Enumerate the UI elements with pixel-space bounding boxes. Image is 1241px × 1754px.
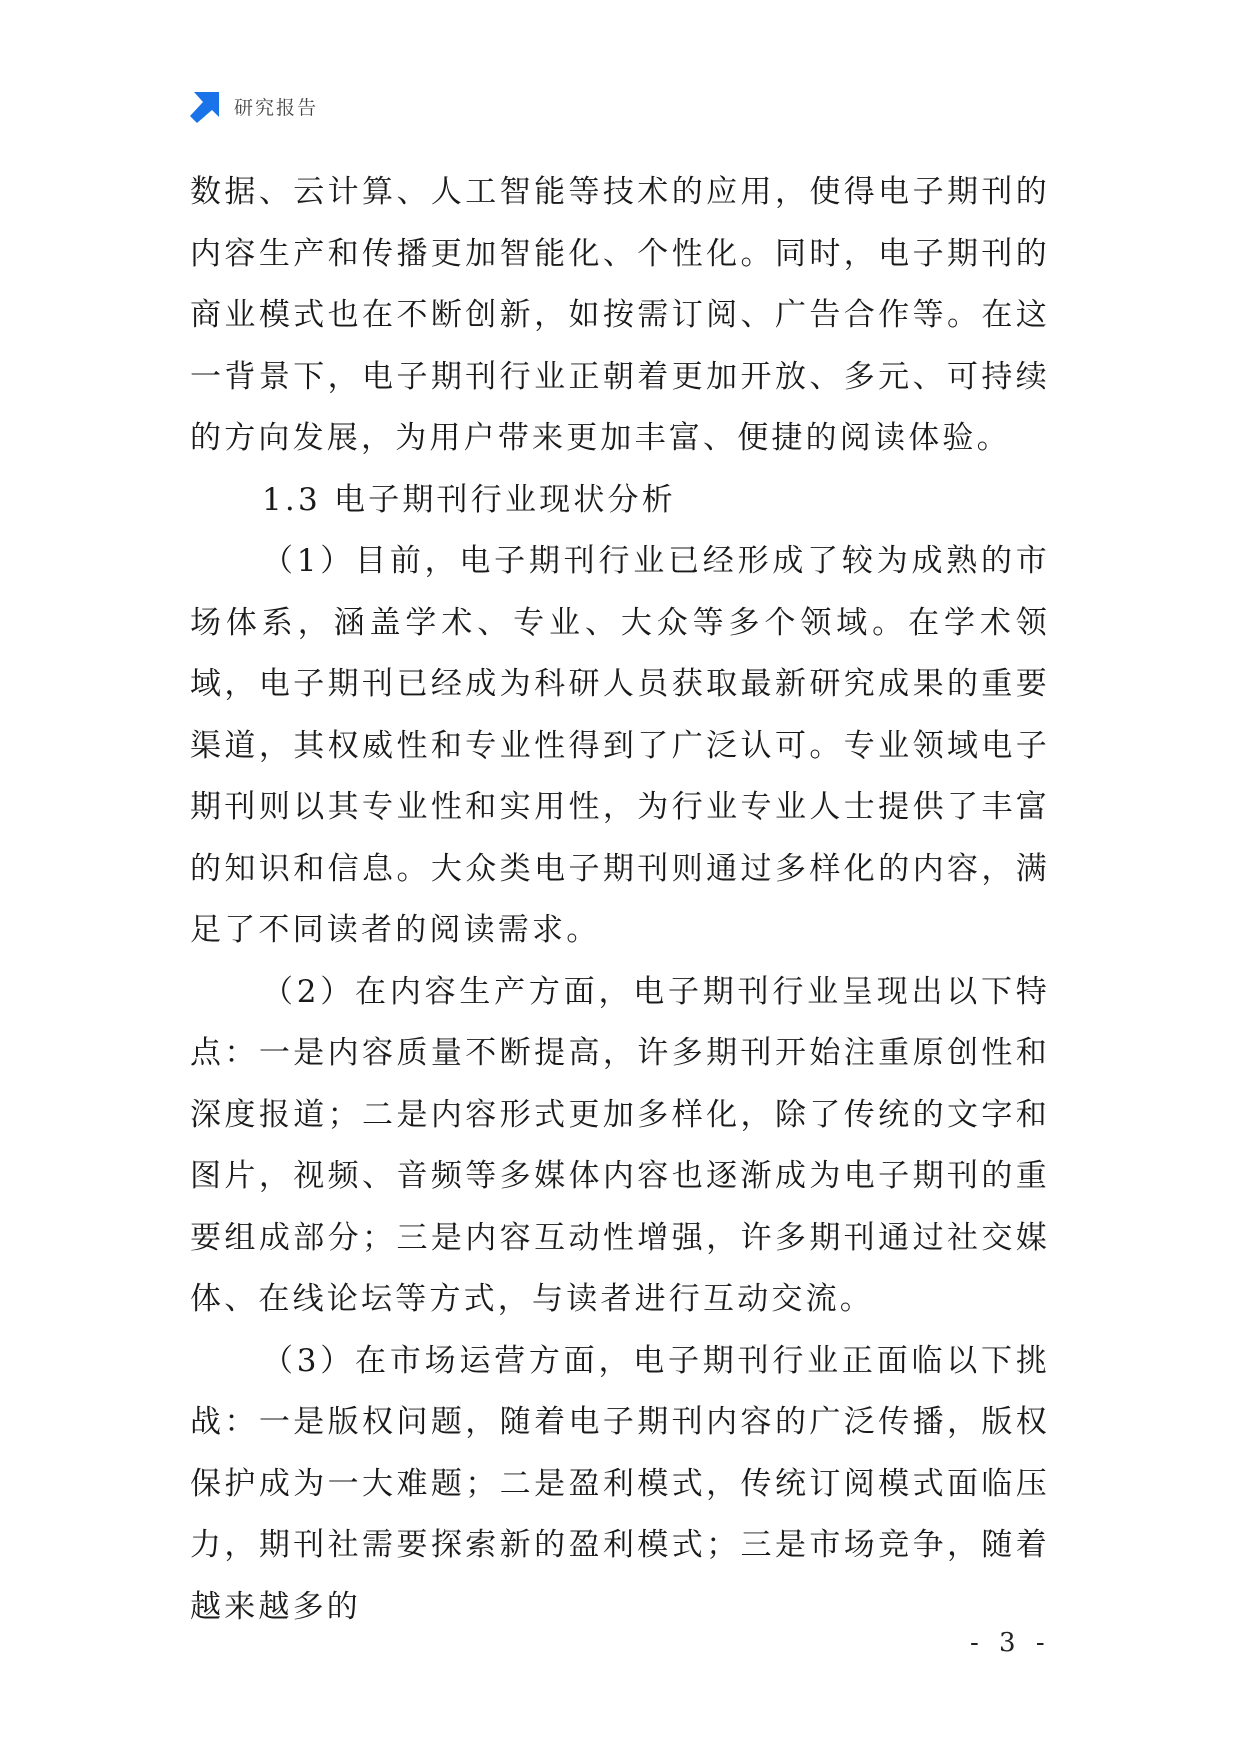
section-heading: 1.3 电子期刊行业现状分析 — [262, 481, 676, 518]
page-number: - 3 - — [970, 1628, 1051, 1658]
report-header — [188, 88, 318, 124]
paragraph-3: （3）在市场运营方面，电子期刊行业正面临以下挑战：一是版权问题，随着电子期刊内容的广泛传播，版权保护成为一大难题；二是盈利模式，传统订阅模式面临压力，期刊社需要探索新的盈利模式；三是市场竞争，随着越来越多的 — [190, 1342, 1050, 1625]
paragraph-1: （1）目前，电子期刊行业已经形成了较为成熟的市场体系，涵盖学术、专业、大众等多个领域。在学术领域，电子期刊已经成为科研人员获取最新研究成果的重要渠道，其权威性和专业性得到了广泛认可。专业领域电子期刊则以其专业性和实用性，为行业专业人士提供了丰富的知识和信息。大众类电子期刊则通过多样化的内容，满足了不同读者的阅读需求。 — [190, 543, 1050, 948]
header-label: 研究报告 — [234, 96, 319, 119]
paragraph-continued: 数据、云计算、人工智能等技术的应用，使得电子期刊的内容生产和传播更加智能化、个性化。同时，电子期刊的商业模式也在不断创新，如按需订阅、广告合作等。在这一背景下，电子期刊行业正朝着更加开放、多元、可持续的方向发展，为用户带来更加丰富、便捷的阅读体验。 — [190, 174, 1050, 456]
paragraph-2: （2）在内容生产方面，电子期刊行业呈现出以下特点：一是内容质量不断提高，许多期刊开始注重原创性和深度报道；二是内容形式更加多样化，除了传统的文字和图片，视频、音频等多媒体内容也逐渐成为电子期刊的重要组成部分；三是内容互动性增强，许多期刊通过社交媒体、在线论坛等方式，与读者进行互动交流。 — [190, 973, 1050, 1317]
document-body — [190, 162, 1050, 1638]
arrow-up-right-icon — [188, 89, 222, 123]
